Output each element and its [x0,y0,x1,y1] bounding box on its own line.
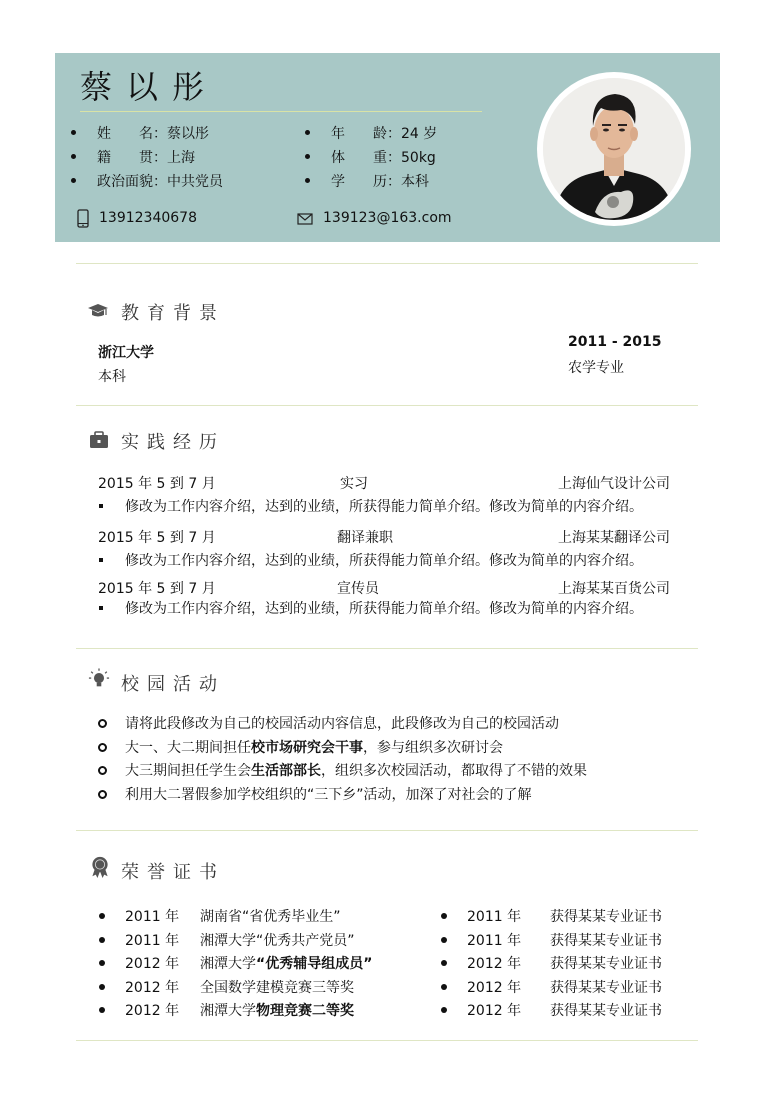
section-title-education: 教育背景 [121,303,225,324]
info-value: 上海 [167,150,195,166]
info-education [331,171,429,191]
honor-text-bold: 物理竞赛二等奖 [256,1003,354,1019]
bullet [98,766,107,775]
activity-text-pre: 利用大二署假参加学校组织的“三下乡”活动，加深了对社会的了解 [125,787,532,803]
honor-text [200,1000,354,1020]
activity-text-pre: 大一、大二期间担任 [125,740,251,756]
bullet [99,913,105,919]
bullet [99,1007,105,1013]
bullet [98,719,107,728]
honor-text [200,930,355,950]
divider [76,1040,698,1041]
award-medal-icon [89,856,111,878]
activity-text-bold: 校市场研究会干事 [251,740,363,756]
experience-role: 实习 [340,476,368,492]
honor-text-bold: “优秀辅导组成员” [256,956,373,972]
education-period: 2011 - 2015 [568,334,662,350]
activity-text [125,737,503,757]
info-value: 本科 [401,174,429,190]
bullet [99,937,105,943]
honor-text [200,953,372,973]
experience-role: 翻译兼职 [337,530,393,546]
divider [76,405,698,406]
bullet [99,960,105,966]
info-label: 姓 名： [97,126,167,142]
info-name [97,123,209,143]
certificate-text: 获得某某专业证书 [550,909,662,925]
name-underline [80,111,482,112]
profile-photo [543,78,685,220]
experience-desc: 修改为工作内容介绍，达到的业绩，所获得能力简单介绍。修改为简单的内容介绍。 [125,553,643,569]
activity-text [125,713,559,733]
phone-icon [77,209,89,228]
certificate-year: 2012 年 [467,956,522,972]
name-title: 蔡以彤 [80,68,219,106]
activity-text-post: ，参与组织多次研讨会 [363,740,503,756]
experience-date: 2015 年 5 到 7 月 [98,476,216,492]
honor-text [200,906,341,926]
info-value: 蔡以彤 [167,126,209,142]
honor-year: 2011 年 [125,909,180,925]
experience-date: 2015 年 5 到 7 月 [98,581,216,597]
school-name: 浙江大学 [98,345,154,361]
divider [76,648,698,649]
bullet [441,960,447,966]
certificate-text: 获得某某专业证书 [550,980,662,996]
honor-text-pre: 湘潭大学“优秀共产党员” [200,933,355,949]
honor-year: 2012 年 [125,956,180,972]
honor-year: 2012 年 [125,980,180,996]
bullet [98,743,107,752]
honor-text-pre: 湖南省“省优秀毕业生” [200,909,341,925]
honor-text-pre: 湘潭大学 [200,1003,256,1019]
divider [76,830,698,831]
activity-text [125,784,532,804]
major: 农学专业 [568,360,624,376]
experience-company: 上海仙气设计公司 [558,476,670,492]
bullet [441,1007,447,1013]
certificate-text: 获得某某专业证书 [550,956,662,972]
certificate-text: 获得某某专业证书 [550,1003,662,1019]
experience-date: 2015 年 5 到 7 月 [98,530,216,546]
activity-text-bold: 生活部部长 [251,763,321,779]
info-value: 中共党员 [167,174,223,190]
honor-year: 2011 年 [125,933,180,949]
experience-role: 宣传员 [337,581,379,597]
info-value: 50kg [401,150,436,166]
section-title-experience: 实践经历 [121,432,225,453]
honor-text-pre: 湘潭大学 [200,956,256,972]
lightbulb-icon [88,668,110,690]
bullet [99,606,103,610]
info-value: 24 岁 [401,126,438,142]
divider [76,263,698,264]
info-label: 籍 贯： [97,150,167,166]
info-weight [331,147,436,167]
phone-number[interactable]: 13912340678 [99,210,197,226]
activity-text-pre: 大三期间担任学生会 [125,763,251,779]
email-address[interactable]: 139123@163.com [323,210,452,226]
certificate-year: 2011 年 [467,933,522,949]
bullet [99,504,103,508]
honor-year: 2012 年 [125,1003,180,1019]
activity-text-post: ，组织多次校园活动，都取得了不错的效果 [321,763,587,779]
bullet [99,558,103,562]
bullet [99,984,105,990]
honor-text-pre: 全国数学建模竞赛三等奖 [200,980,354,996]
info-label: 体 重： [331,150,401,166]
activity-text [125,760,587,780]
certificate-year: 2011 年 [467,909,522,925]
info-political [97,171,223,191]
experience-desc: 修改为工作内容介绍，达到的业绩，所获得能力简单介绍。修改为简单的内容介绍。 [125,499,643,515]
honor-text [200,977,354,997]
certificate-text: 获得某某专业证书 [550,933,662,949]
certificate-year: 2012 年 [467,1003,522,1019]
info-hometown [97,147,195,167]
mail-icon [297,213,313,225]
degree: 本科 [98,369,126,385]
section-title-honors: 荣誉证书 [121,862,225,883]
graduation-cap-icon [87,300,109,322]
info-label: 学 历： [331,174,401,190]
info-label: 政治面貌： [97,174,167,190]
info-age [331,123,437,143]
bullet [441,913,447,919]
experience-desc: 修改为工作内容介绍，达到的业绩，所获得能力简单介绍。修改为简单的内容介绍。 [125,601,643,617]
info-label: 年 龄： [331,126,401,142]
briefcase-icon [88,429,110,451]
bullet [441,984,447,990]
activity-text-pre: 请将此段修改为自己的校园活动内容信息，此段修改为自己的校园活动 [125,716,559,732]
bullet [441,937,447,943]
bullet [98,790,107,799]
certificate-year: 2012 年 [467,980,522,996]
experience-company: 上海某某百货公司 [558,581,670,597]
experience-company: 上海某某翻译公司 [558,530,670,546]
section-title-activities: 校园活动 [121,674,225,695]
